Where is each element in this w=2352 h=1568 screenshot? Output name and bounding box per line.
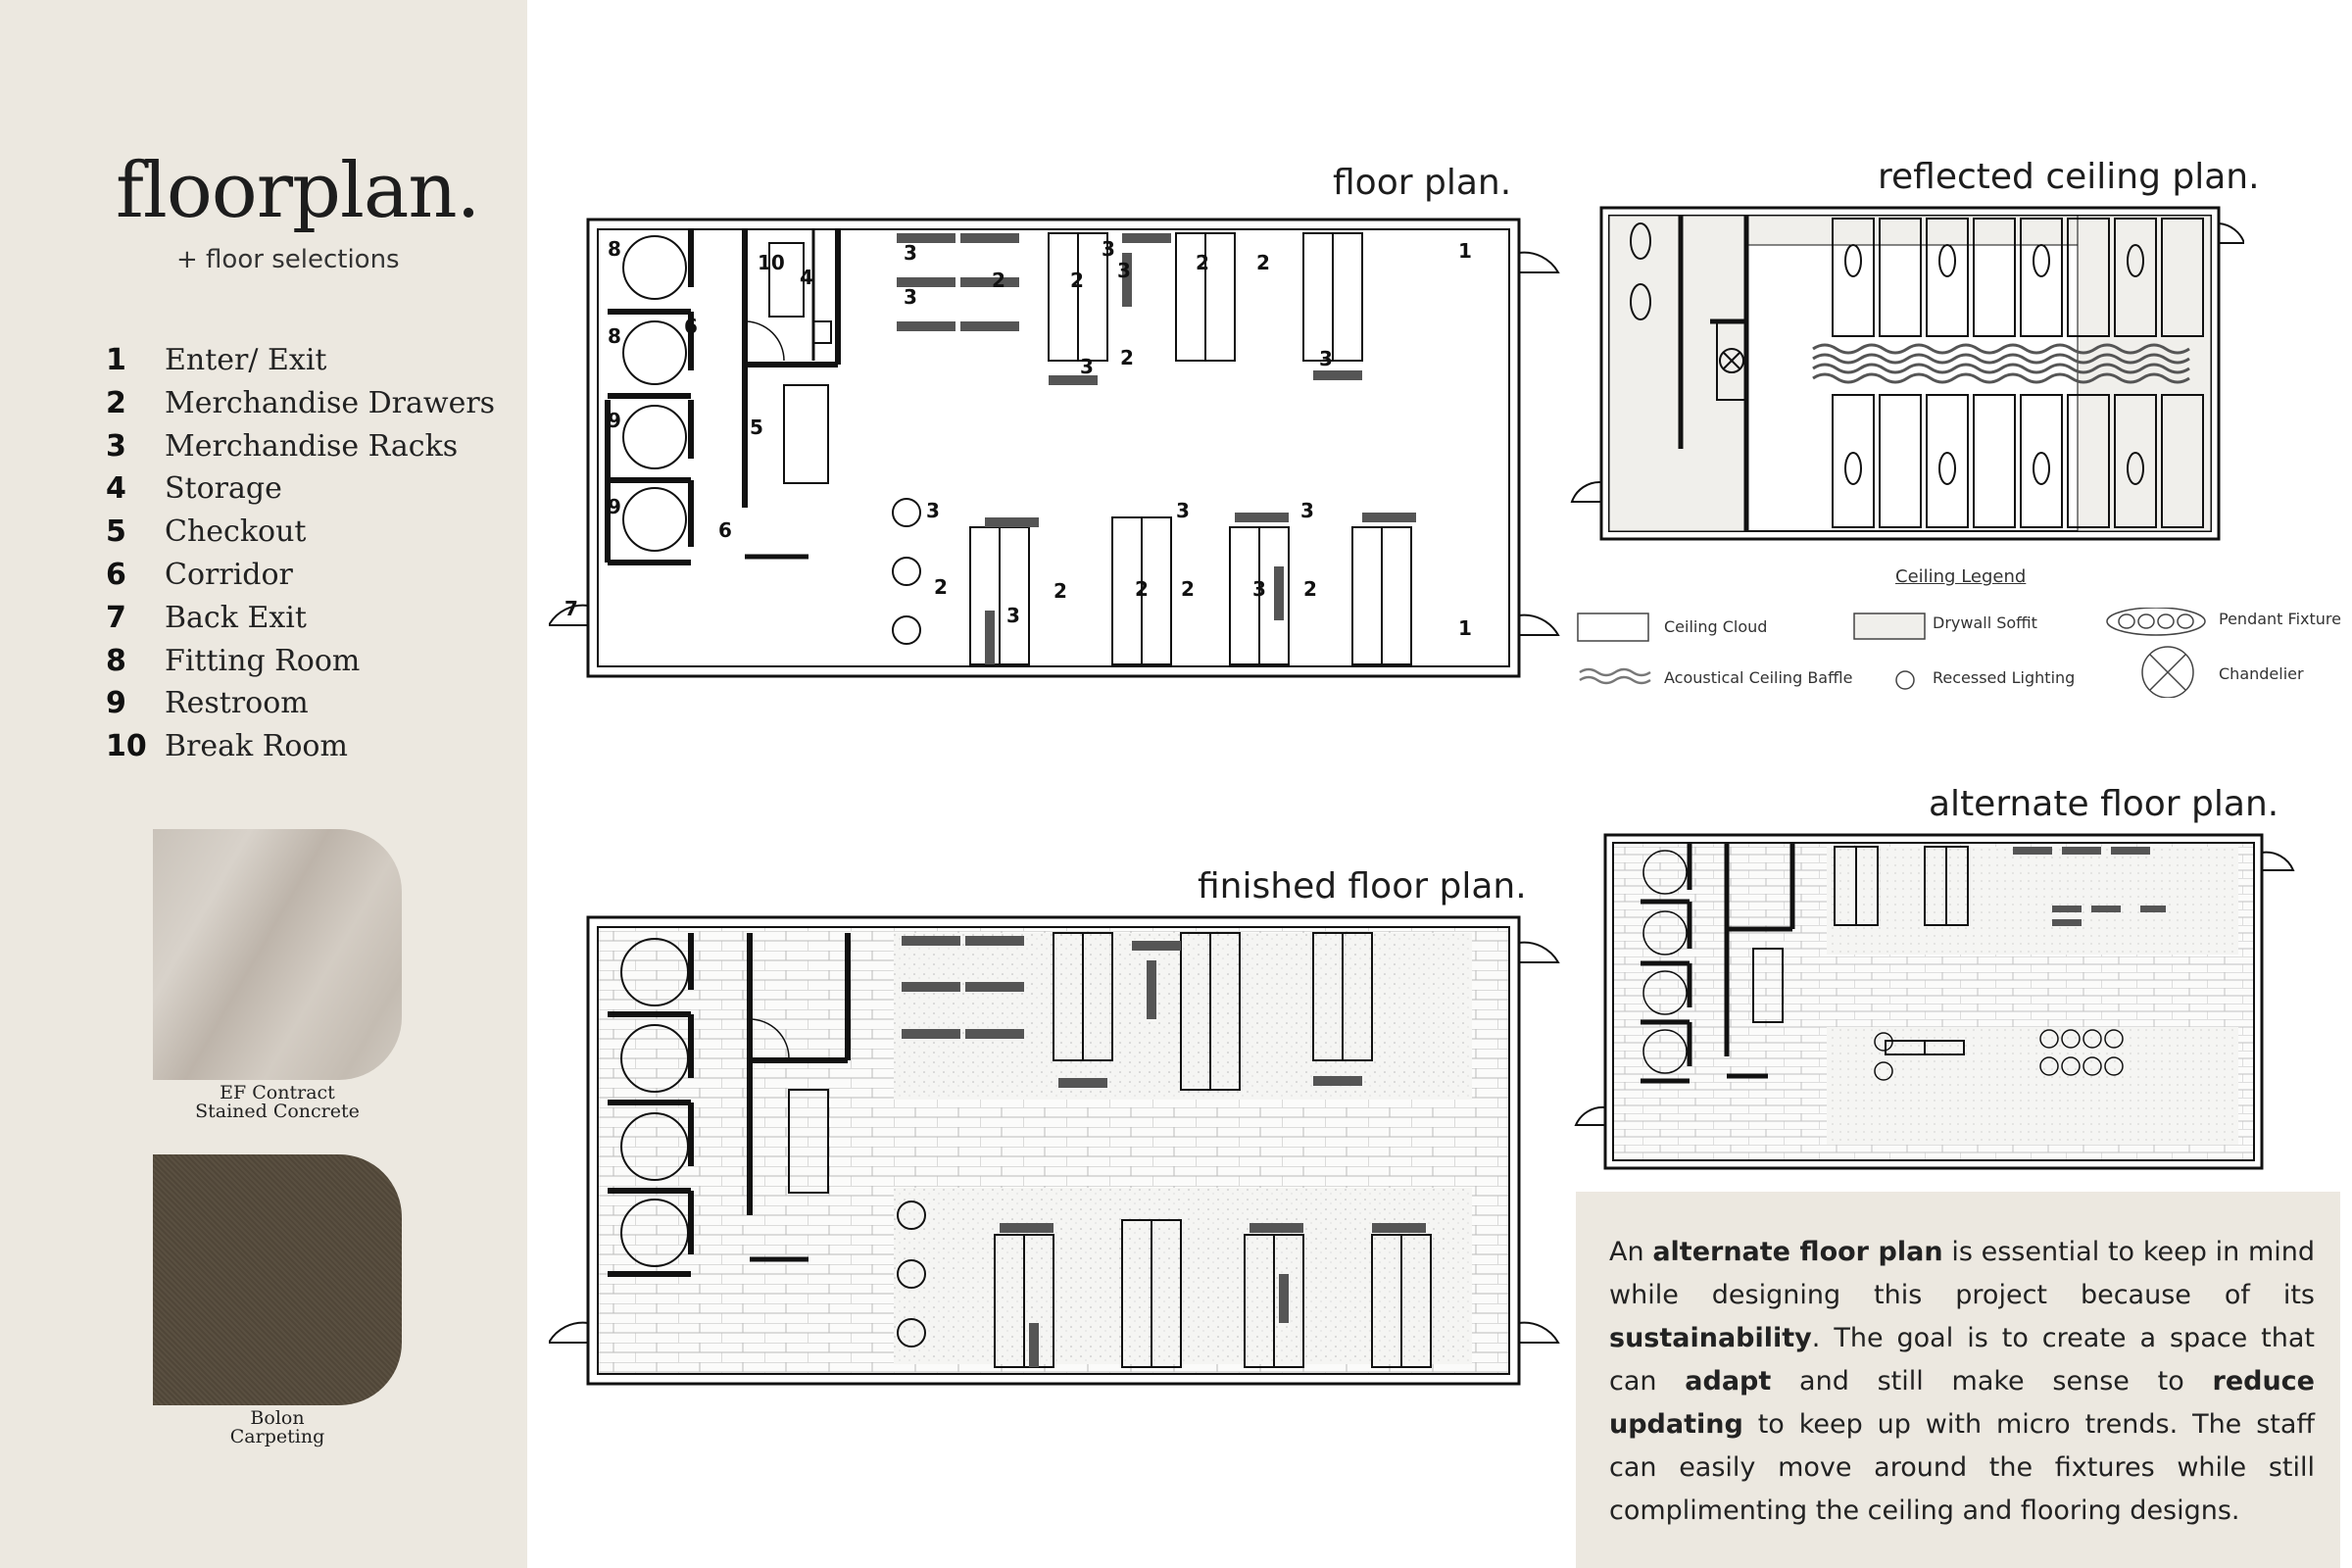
legend-label: Break Room [165,729,348,764]
legend-item [106,729,495,772]
room-number-label: 3 [926,499,940,522]
legend-number: 3 [106,428,126,464]
ceiling-plan-drawing [1568,204,2244,547]
legend-item [106,558,495,601]
legend-number: 9 [106,686,126,721]
legend-item [106,471,495,514]
material-type: Carpeting [229,1426,325,1447]
legend-item [106,429,495,472]
room-number-label: 6 [684,315,698,338]
finished-plan-title: finished floor plan. [1198,866,1527,906]
room-number-label: 9 [608,409,621,432]
legend-item [106,601,495,644]
description-text: An alternate floor plan is essential to keep in mind while designing this project because of its sustainability. The goal is to create a space that can adapt and still make sense to reduce updating to keep up with micro trends. The staff can easily move around the fixtures while still complimenting the ceiling and flooring designs. [1609,1237,2316,1526]
room-number-label: 8 [608,237,621,261]
room-number-label: 5 [750,416,763,439]
carpet-swatch-image [153,1154,402,1405]
legend-label: Enter/ Exit [165,343,327,377]
legend-item [106,514,495,558]
legend-number: 7 [106,600,126,635]
room-number-label: 3 [1252,577,1266,601]
room-number-label: 1 [1458,616,1472,640]
legend-label: Checkout [165,514,307,550]
concrete-swatch-image [153,829,402,1080]
room-number-label: 8 [608,324,621,348]
description-panel [1576,1192,2340,1568]
legend-drywall-soffit: Drywall Soffit [1933,613,2037,632]
legend-number: 8 [106,643,126,678]
legend-item [106,343,495,386]
page-subtitle: + floor selections [176,245,400,274]
legend-number: 5 [106,514,126,550]
legend-acoustical-baffle: Acoustical Ceiling Baffle [1664,668,1853,687]
legend-item [106,686,495,729]
legend-item [106,386,495,429]
room-number-label: 4 [800,266,813,289]
alternate-plan-title: alternate floor plan. [1929,784,2279,824]
room-number-label: 2 [934,575,948,599]
floor-plan-title: floor plan. [1333,163,1512,203]
legend-label: Restroom [165,686,309,721]
legend-recessed-lighting: Recessed Lighting [1933,668,2076,687]
legend-number: 10 [106,729,147,764]
alternate-plan-svg [1572,831,2297,1174]
legend-number: 6 [106,557,126,592]
legend-label: Merchandise Drawers [165,385,496,420]
room-number-label: 3 [904,285,917,309]
legend-number: 2 [106,385,126,420]
legend-label: Storage [165,471,282,507]
room-number-label: 6 [718,518,732,542]
ceiling-plan-svg [1568,204,2244,547]
ceiling-legend-title: Ceiling Legend [1895,566,2027,587]
room-number-label: 3 [1300,499,1314,522]
finished-plan-svg [549,911,1560,1392]
legend-pendant-fixture: Pendant Fixture [2219,610,2341,628]
room-number-label: 2 [1196,251,1209,274]
room-number-label: 2 [1070,269,1084,292]
room-number-label: 3 [1102,237,1115,261]
room-number-label: 1 [1458,239,1472,263]
material-type: Stained Concrete [195,1101,360,1122]
room-number-label: 3 [904,241,917,265]
legend-label: Corridor [165,557,293,592]
room-number-label: 7 [564,597,578,620]
room-number-label: 2 [1120,346,1134,369]
page-title: floorplan. [116,147,480,235]
legend-item [106,644,495,687]
legend-label: Merchandise Racks [165,428,459,464]
room-number-label: 3 [1006,604,1020,627]
room-number-label: 2 [992,269,1005,292]
legend-ceiling-cloud: Ceiling Cloud [1664,617,1768,636]
room-number-label: 3 [1319,347,1333,370]
alternate-plan-drawing [1572,831,2297,1174]
room-number-label: 2 [1303,577,1317,601]
legend-label: Fitting Room [165,643,361,678]
room-number-label: 3 [1117,259,1131,282]
room-number-label: 2 [1256,251,1270,274]
concrete-swatch-caption [153,1084,402,1121]
room-number-label: 2 [1054,579,1067,603]
floor-plan-svg [549,214,1560,684]
room-legend [106,343,495,772]
sidebar-panel [0,0,527,1568]
floor-plan-drawing [549,214,1560,684]
room-number-label: 2 [1181,577,1195,601]
ceiling-plan-title: reflected ceiling plan. [1878,157,2260,197]
legend-chandelier: Chandelier [2219,664,2304,683]
legend-label: Back Exit [165,600,307,635]
legend-number: 1 [106,343,126,377]
room-number-label: 10 [758,251,785,274]
legend-number: 4 [106,471,126,507]
material-name: Bolon [250,1407,305,1429]
finished-plan-drawing [549,911,1560,1392]
room-number-label: 9 [608,495,621,518]
material-name: EF Contract [220,1082,335,1103]
carpet-swatch-caption [153,1409,402,1446]
room-number-label: 2 [1135,577,1149,601]
room-number-label: 3 [1176,499,1190,522]
room-number-label: 3 [1080,355,1094,378]
